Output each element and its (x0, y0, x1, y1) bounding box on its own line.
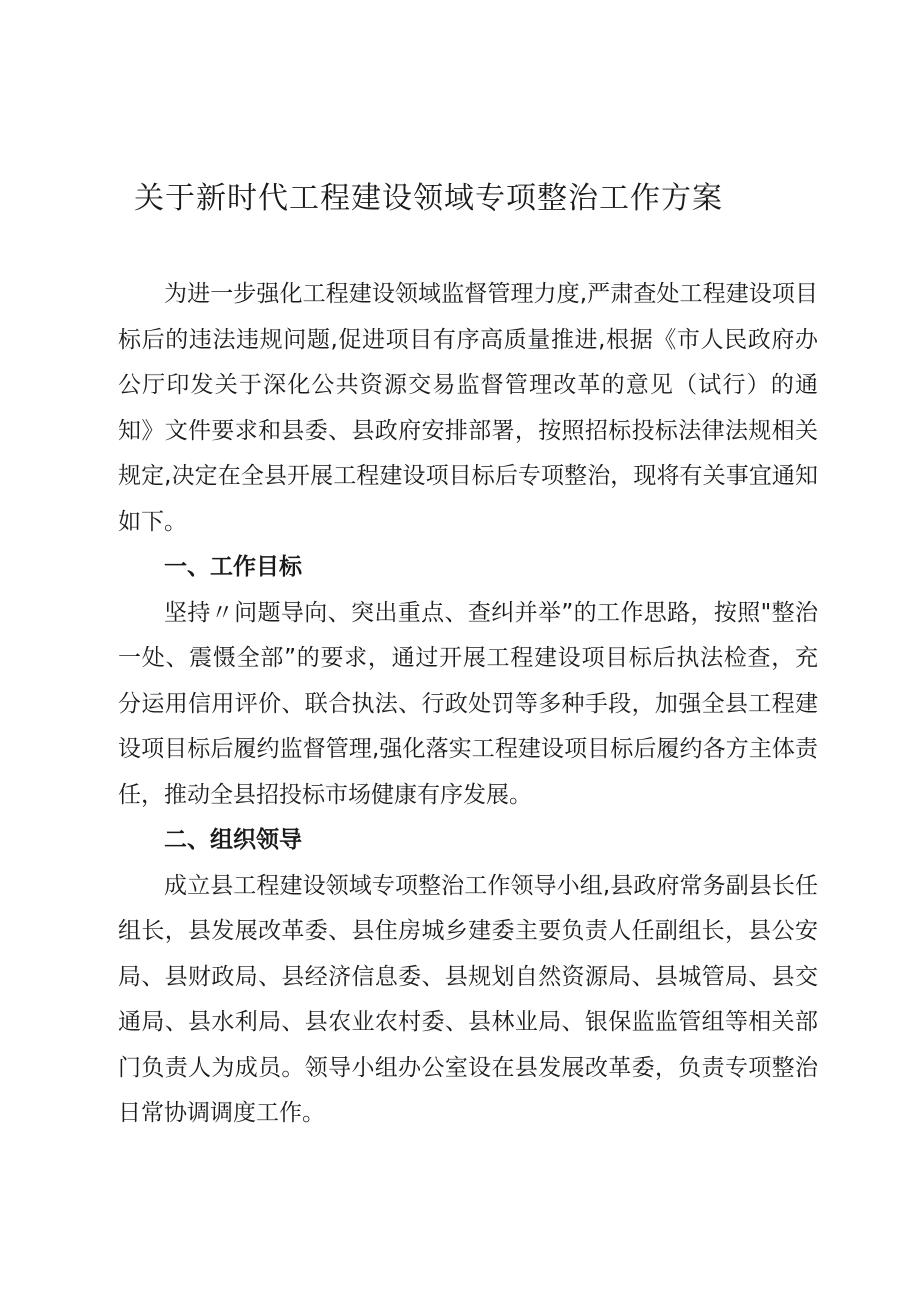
section-body-goals: 坚持〃问题导向、突出重点、查纠并举”的工作思路，按照"整治一处、震慑全部”的要求，通过开展工程建设项目标后执法检查，充分运用信用评价、联合执法、行政处罚等多种手段，加强全县工程建设项目标后履约监督管理,强化落实工程建设项目标后履约各方主体责任，推动全县招投标市场健康有序发展。 (118, 599, 818, 808)
section-heading-goals: 一、工作目标 (164, 554, 302, 580)
document-body (118, 272, 818, 1137)
section-heading-leadership: 二、组织领导 (164, 827, 302, 853)
intro-paragraph: 为进一步强化工程建设领域监督管理力度,严肃查处工程建设项目标后的违法违规问题,促进项目有序高质量推进,根据《市人民政府办公厅印发关于深化公共资源交易监督管理改革的意见（试行）的通知》文件要求和县委、县政府安排部署，按照招标投标法律法规相关规定,决定在全县开展工程建设项目标后专项整治，现将有关事宜通知如下。 (118, 281, 818, 535)
document-title: 关于新时代工程建设领域专项整治工作方案 (134, 181, 723, 216)
section-body-leadership: 成立县工程建设领域专项整治工作领导小组,县政府常务副县长任组长，县发展改革委、县住房城乡建委主要负责人任副组长，县公安局、县财政局、县经济信息委、县规划自然资源局、县城管局、县交通局、县水利局、县农业农村委、县林业局、银保监监管组等相关部门负责人为成员。领导小组办公室设在县发展改革委，负责专项整治日常协调调度工作。 (118, 872, 818, 1126)
